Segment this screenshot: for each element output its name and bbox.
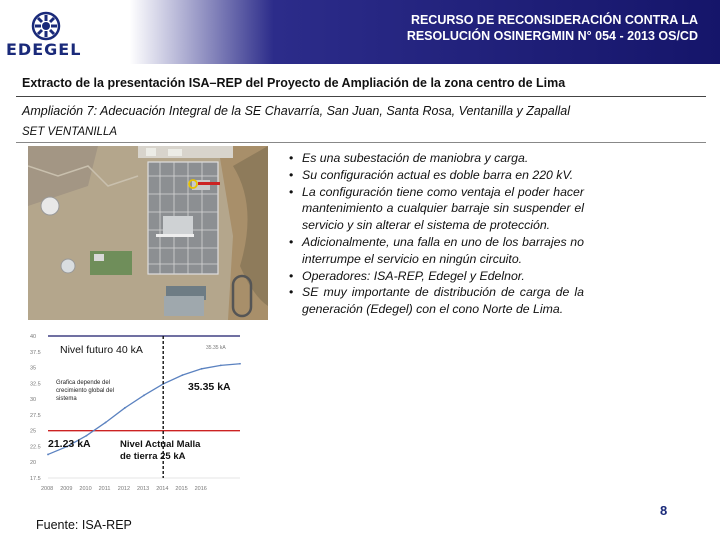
data-point — [220, 364, 222, 366]
y-tick-label: 30 — [30, 397, 37, 404]
data-point — [86, 435, 88, 437]
bullet-item: • Adicionalmente, una falla en uno de los barrajes no interrumpe el servicio en ningún circuito. — [286, 234, 584, 268]
header-banner — [0, 0, 720, 64]
y-tick-label: 32.5 — [30, 381, 41, 388]
aerial-photo-illustration — [28, 146, 268, 320]
x-tick-label: 2008 — [41, 486, 54, 492]
short-circuit-chart-svg — [28, 328, 246, 492]
data-point — [182, 374, 184, 376]
x-tick-label: 2009 — [60, 486, 73, 492]
page-number: 8 — [660, 503, 668, 518]
y-tick-label: 37.5 — [30, 349, 41, 356]
data-point — [143, 394, 145, 396]
y-tick-label: 17.5 — [30, 476, 41, 482]
ampliacion-heading: Ampliación 7: Adecuación Integral de la SE Chavarría, San Juan, Santa Rosa, Ventanilla y Zapallal — [22, 104, 571, 118]
page-title-line-1: RECURSO DE RECONSIDERACIÓN CONTRA LA — [410, 13, 698, 27]
note-annotation-line: crecimiento global del — [56, 388, 115, 394]
y-tick-label: 27.5 — [30, 412, 41, 419]
bullet-item: • Su configuración actual es doble barra en 220 kV. — [286, 167, 584, 184]
divider-secondary — [16, 142, 706, 143]
page-title — [278, 12, 698, 44]
current-level-annotation: de tierra 25 kA — [120, 451, 186, 462]
data-point — [201, 368, 203, 370]
note-annotation-line: Grafica depende del — [56, 380, 111, 386]
x-tick-label: 2010 — [79, 486, 92, 492]
brand-name: EDEGEL — [6, 40, 82, 59]
data-point — [239, 363, 241, 365]
x-tick-label: 2014 — [156, 486, 169, 492]
document-subtitle: Extracto de la presentación ISA–REP del Proyecto de Ampliación de la zona centro de Lima — [22, 76, 566, 90]
x-tick-label: 2016 — [194, 486, 207, 492]
bullet-list — [286, 150, 584, 318]
data-point — [124, 407, 126, 409]
bullet-item: • La configuración tiene como ventaja el poder hacer mantenimiento a cualquier barraje sin suspender el servicio y sin alterar el sistema de protección. — [286, 184, 584, 234]
start-value-annotation: 21.23 kA — [48, 438, 91, 450]
y-tick-label: 25 — [30, 428, 37, 435]
note-annotation-line: sistema — [56, 396, 77, 402]
x-tick-label: 2011 — [98, 486, 111, 492]
short-circuit-chart — [28, 328, 246, 492]
divider — [16, 96, 706, 97]
current-level-annotation: Nivel Actual Malla — [120, 439, 201, 450]
y-tick-label: 40 — [30, 334, 37, 340]
y-tick-label: 35 — [30, 365, 37, 372]
y-tick-label: 20 — [30, 460, 37, 467]
source-note: Fuente: ISA-REP — [36, 518, 132, 532]
data-point — [47, 454, 49, 456]
aerial-photo — [28, 146, 268, 320]
future-level-annotation: Nivel futuro 40 kA — [60, 344, 143, 356]
x-tick-label: 2012 — [117, 486, 131, 492]
y-tick-label: 22.5 — [30, 444, 41, 451]
x-tick-label: 2013 — [137, 486, 150, 492]
end-value-annotation: 35.35 kA — [188, 381, 231, 393]
end-value-small-label: 35.35 kA — [206, 345, 226, 351]
bullet-item: • Es una subestación de maniobra y carga. — [286, 150, 584, 167]
data-point — [105, 422, 107, 424]
x-tick-label: 2015 — [175, 486, 188, 492]
section-heading: SET VENTANILLA — [22, 126, 118, 138]
bullet-item: • SE muy importante de distribución de carga de la generación (Edegel) con el cono Norte de Lima. — [286, 284, 584, 318]
bullet-item: • Operadores: ISA-REP, Edegel y Edelnor. — [286, 268, 584, 285]
page-title-line-2: RESOLUCIÓN OSINERGMIN N° 054 - 2013 OS/CD — [406, 29, 698, 43]
